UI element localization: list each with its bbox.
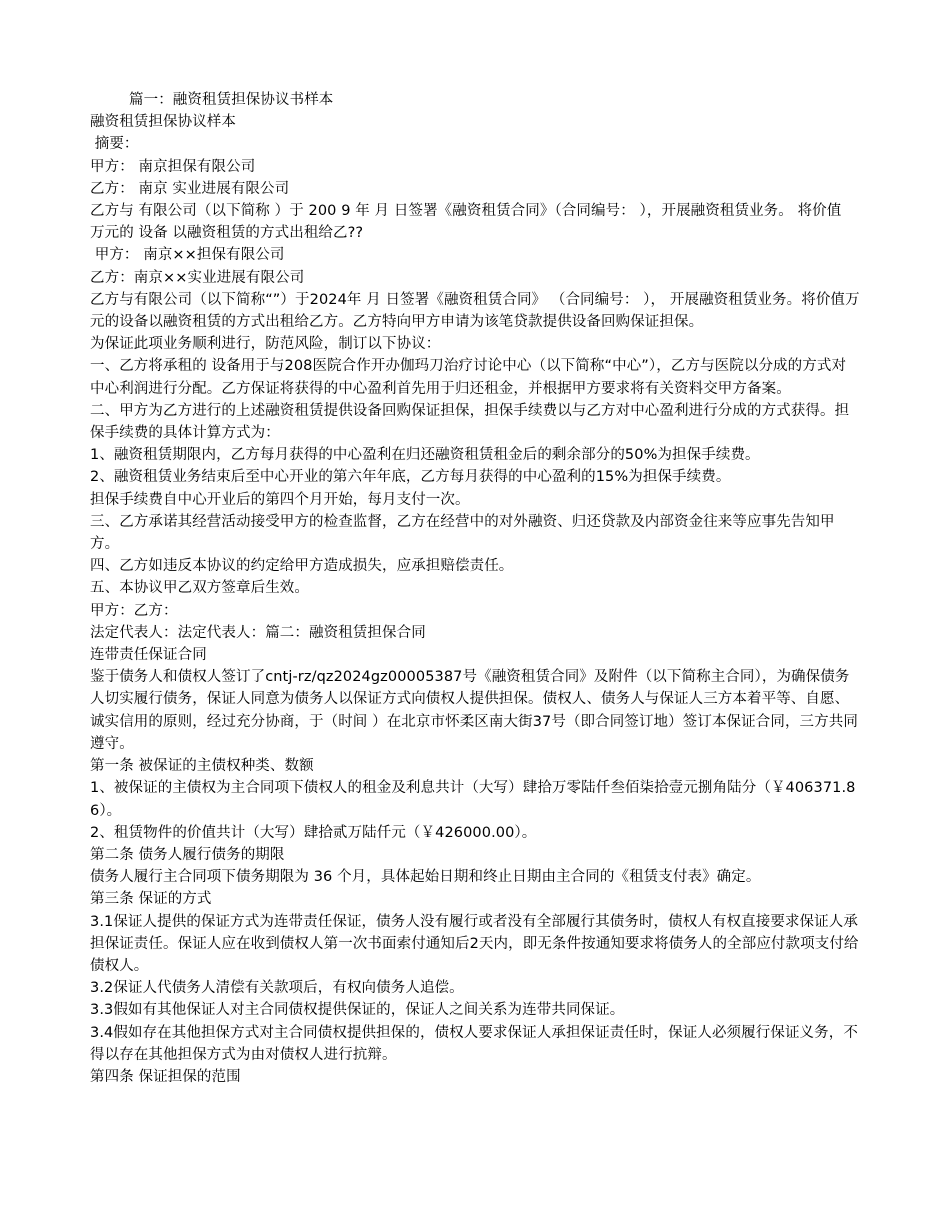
clause-two-item-2: 2、融资租赁业务结束后至中心开业的第六年年底，乙方每月获得的中心盈利的15%为担保手续费。 bbox=[90, 469, 731, 486]
contract-preamble: 鉴于债务人和债权人签订了cntj-rz/qz2024gz00005387号《融资租赁合同》及附件（以下简称主合同），为确保债务人切实履行债务，保证人同意为债务人以保证方式向债权人提供担保。债权人、债务人与保证人三方本着平等、自愿、诚实信用的原则，经过充分协商，于（时间 ）在北京市怀柔区南大街37号（即合同签订地）签订本保证合同，三方共同遵守。 bbox=[90, 669, 858, 752]
abstract-paragraph: 乙方与 有限公司（以下简称 ）于 200 9 年 月 日签署《融资租赁合同》（合同编号： ），开展融资租赁业务。 将价值 万元的 设备 以融资租赁的方式出租给乙?? bbox=[90, 203, 847, 242]
article-four-heading: 第四条 保证担保的范围 bbox=[90, 1068, 241, 1085]
article-two-body: 债务人履行主合同项下债务期限为 36 个月，具体起始日期和终止日期由主合同的《租赁支付表》确定。 bbox=[90, 869, 761, 886]
article-two-heading: 第二条 债务人履行债务的期限 bbox=[90, 846, 285, 863]
clause-two: 二、甲方为乙方进行的上述融资租赁提供设备回购保证担保，担保手续费以与乙方对中心盈利进行分成的方式获得。担保手续费的具体计算方式为： bbox=[90, 402, 850, 442]
clause-two-item-1: 1、融资租赁期限内，乙方每月获得的中心盈利在归还融资租赁租金后的剩余部分的50%为担保手续费。 bbox=[90, 447, 760, 464]
clause-three: 三、乙方承诺其经营活动接受甲方的检查监督，乙方在经营中的对外融资、归还贷款及内部资金往来等应事先告知甲方。 bbox=[90, 513, 835, 553]
legal-representatives-line: 法定代表人：法定代表人：篇二：融资租赁担保合同 bbox=[90, 624, 426, 641]
section-title-part-one: 篇一：融资租赁担保协议书样本 bbox=[129, 92, 334, 108]
fee-payment-paragraph: 担保手续费自中心开业后的第四个月开始，每月支付一次。 bbox=[90, 491, 470, 508]
article-three-item-4: 3.4假如存在其他担保方式对主合同债权提供担保的，债权人要求保证人承担保证责任时，保证人必须履行保证义务，不得以存在其他担保方式为由对债权人进行抗辩。 bbox=[90, 1024, 858, 1063]
purpose-paragraph: 为保证此项业务顺利进行，防范风险，制订以下协议： bbox=[90, 336, 441, 353]
article-three-item-1: 3.1保证人提供的保证方式为连带责任保证，债务人没有履行或者没有全部履行其债务时，债权人有权直接要求保证人承担保证责任。保证人应在收到债权人第一次书面索付通知后2天内，即无条件按通知要求将债务人的全部应付款项支付给债权人。 bbox=[90, 913, 859, 974]
party-b-line-2: 乙方：南京××实业进展有限公司 bbox=[90, 269, 305, 286]
abstract-label: 摘要： bbox=[90, 136, 139, 153]
intro-paragraph: 乙方与有限公司（以下简称“”）于2024年 月 日签署《融资租赁合同》 （合同编号： ）， 开展融资租赁业务。将价值万元的设备以融资租赁的方式出租给乙方。乙方特向甲方申请为该笔贷款提供设备回购保证担保。 bbox=[90, 291, 860, 331]
signature-parties-line: 甲方：乙方： bbox=[90, 602, 178, 619]
clause-five: 五、本协议甲乙双方签章后生效。 bbox=[90, 580, 309, 597]
clause-one: 一、乙方将承租的 设备用于与208医院合作开办伽玛刀治疗讨论中心（以下简称“中心”），乙方与医院以分成的方式对中心利润进行分配。乙方保证将获得的中心盈利首先用于归还租金，并根据甲方要求将有关资料交甲方备案。 bbox=[90, 358, 847, 397]
article-one-heading: 第一条 被保证的主债权种类、数额 bbox=[90, 758, 314, 775]
article-one-item-2: 2、租赁物件的价值共计（大写）肆拾贰万陆仟元（￥426000.00）。 bbox=[90, 824, 537, 841]
party-a-line-2: 甲方： 南京××担保有限公司 bbox=[90, 247, 285, 264]
document-title: 融资租赁担保协议样本 bbox=[90, 114, 236, 131]
article-three-item-3: 3.3假如有其他保证人对主合同债权提供保证的，保证人之间关系为连带共同保证。 bbox=[90, 1002, 625, 1019]
contract-title-two: 连带责任保证合同 bbox=[90, 647, 207, 664]
article-three-heading: 第三条 保证的方式 bbox=[90, 891, 212, 908]
document-page bbox=[90, 89, 860, 1088]
party-a-line: 甲方： 南京担保有限公司 bbox=[90, 158, 256, 175]
article-one-item-1: 1、被保证的主债权为主合同项下债权人的租金及利息共计（大写）肆拾万零陆仟叁佰柒拾壹元捌角陆分（￥406371.86）。 bbox=[90, 780, 856, 819]
clause-four: 四、乙方如违反本协议的约定给甲方造成损失，应承担赔偿责任。 bbox=[90, 558, 514, 575]
party-b-line: 乙方： 南京 实业进展有限公司 bbox=[90, 180, 290, 197]
article-three-item-2: 3.2保证人代债务人清偿有关款项后，有权向债务人追偿。 bbox=[90, 980, 464, 997]
